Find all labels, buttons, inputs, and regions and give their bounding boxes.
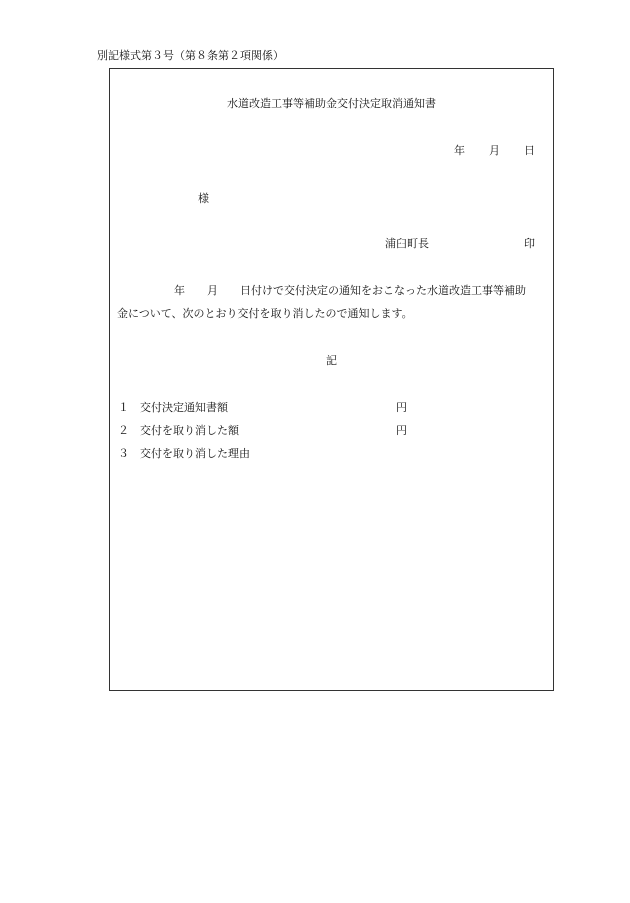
item-number-2: ２ bbox=[118, 424, 129, 437]
ki-heading: 記 bbox=[326, 354, 337, 367]
date-day-label: 日 bbox=[524, 144, 535, 157]
body-text-line-2: 金について、次のとおり交付を取り消したので通知します。 bbox=[117, 307, 413, 320]
document-title: 水道改造工事等補助金交付決定取消通知書 bbox=[227, 97, 436, 110]
date-month-label: 月 bbox=[489, 144, 500, 157]
item-label-1: 交付決定通知書額 bbox=[140, 401, 228, 414]
item-label-3: 交付を取り消した理由 bbox=[140, 447, 250, 460]
issuer-name: 浦臼町長 bbox=[385, 237, 429, 250]
item-label-2: 交付を取り消した額 bbox=[140, 424, 239, 437]
addressee-suffix: 様 bbox=[198, 192, 209, 205]
form-number-label: 別記様式第３号（第８条第２項関係） bbox=[97, 49, 284, 62]
item-unit-2: 円 bbox=[396, 424, 407, 437]
body-text-line-1: 年 月 日付けで交付決定の通知をおこなった水道改造工事等補助 bbox=[174, 284, 526, 297]
item-unit-1: 円 bbox=[396, 401, 407, 414]
seal-mark: 印 bbox=[524, 237, 535, 250]
item-number-3: ３ bbox=[118, 447, 129, 460]
date-year-label: 年 bbox=[454, 144, 465, 157]
notice-frame bbox=[109, 68, 554, 691]
item-number-1: １ bbox=[118, 401, 129, 414]
